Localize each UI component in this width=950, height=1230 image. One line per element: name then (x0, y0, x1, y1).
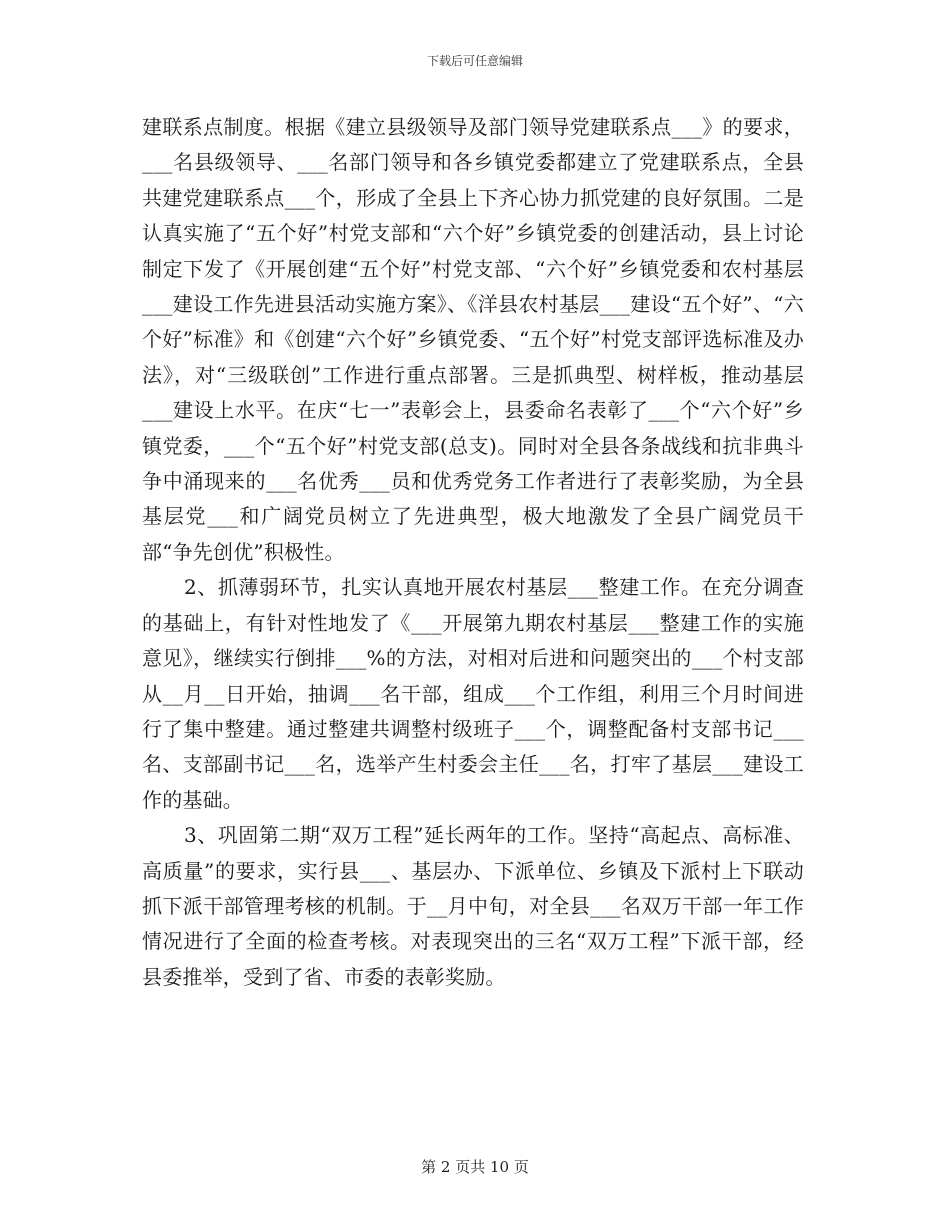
paragraph-continued: 建联系点制度。根据《建立县级领导及部门领导党建联系点___》的要求，___名县级领导、___名部门领导和各乡镇党委都建立了党建联系点，全县共建党建联系点___个，形成了全县上下齐心协力抓党建的良好氛围。二是认真实施了“五个好”村党支部和“六个好”乡镇党委的创建活动，县上讨论制定下发了《开展创建“五个好”村党支部、“六个好”乡镇党委和农村基层___建设工作先进县活动实施方案》、《洋县农村基层___建设“五个好”、“六个好”标准》和《创建“六个好”乡镇党委、“五个好”村党支部评选标准及办法》，对“三级联创”工作进行重点部署。三是抓典型、树样板，推动基层___建设上水平。在庆“七一”表彰会上，县委命名表彰了___个“六个好”乡镇党委，___个“五个好”村党支部(总支)。同时对全县各条战线和抗非典斗争中涌现来的___名优秀___员和优秀党务工作者进行了表彰奖励，为全县基层党___和广阔党员树立了先进典型，极大地激发了全县广阔党员干部“争先创优”积极性。 (142, 115, 804, 564)
paragraph-item-2: 2、抓薄弱环节，扎实认真地开展农村基层___整建工作。在充分调查的基础上，有针对性地发了《___开展第九期农村基层___整建工作的实施意见》，继续实行倒排___%的方法，对相对后进和问题突出的___个村支部从__月__日开始，抽调___名干部，组成___个工作组，利用三个月时间进行了集中整建。通过整建共调整村级班子___个，调整配备村支部书记___名、支部副书记___名，选举产生村委会主任___名，打牢了基层___建设工作的基础。 (142, 575, 804, 812)
page-number-footer: 第 2 页共 10 页 (421, 1158, 529, 1176)
page-header: 下载后可任意编辑 (426, 54, 523, 68)
paragraph-item-3: 3、巩固第二期“双万工程”延长两年的工作。坚持“高起点、高标准、高质量”的要求，实行县___、基层办、下派单位、乡镇及下派村上下联动抓下派干部管理考核的机制。于__月中旬，对全县___名双万干部一年工作情况进行了全面的检查考核。对表现突出的三名“双万工程”下派干部，经县委推举，受到了省、市委的表彰奖励。 (142, 823, 804, 989)
document-body (142, 110, 804, 995)
